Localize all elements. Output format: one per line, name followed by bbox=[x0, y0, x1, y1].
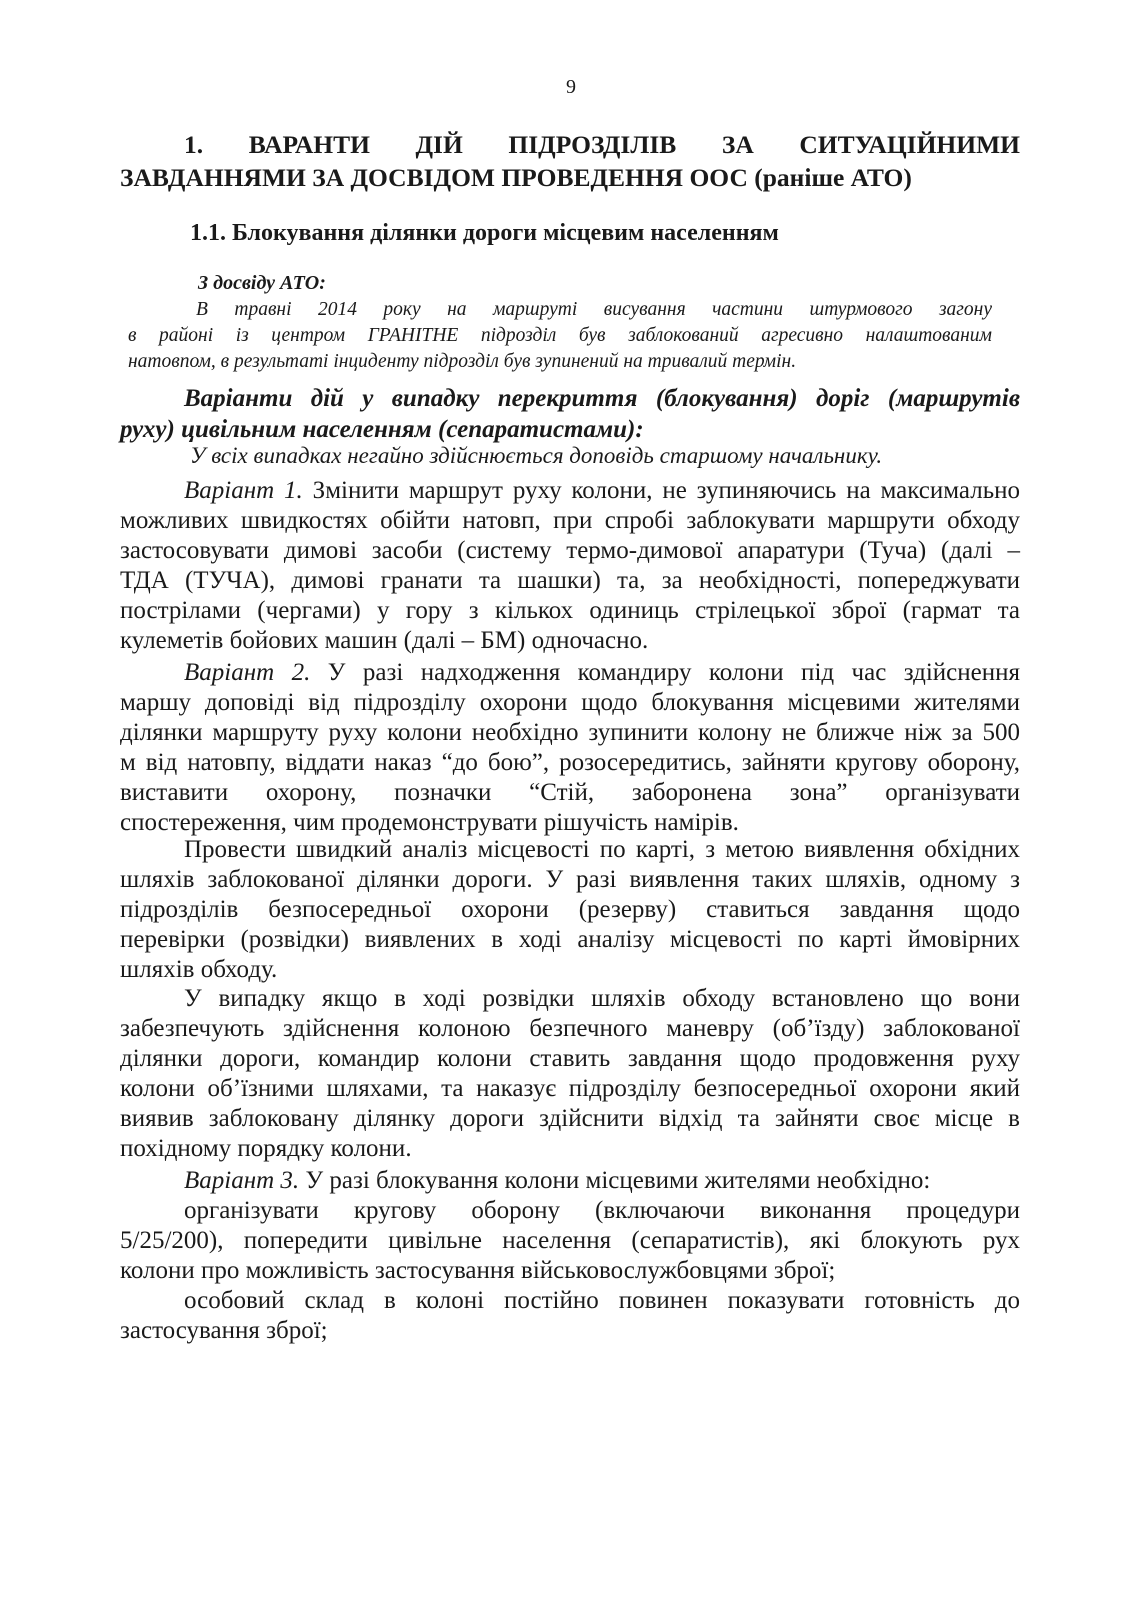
heading-line: ЗАВДАННЯМИ ЗА ДОСВІДОМ ПРОВЕДЕННЯ ООС (раніше АТО) bbox=[120, 163, 912, 192]
heading-line: 1. ВАРАНТИ ДІЙ ПІДРОЗДІЛІВ ЗА СИТУАЦІЙНИМИ bbox=[184, 130, 1020, 159]
experience-text bbox=[128, 297, 992, 375]
paragraph-line: застосовувати димові засоби (систему термо-димової апаратури (Туча) (далі – bbox=[120, 537, 1020, 564]
list-item-line: особовий склад в колоні постійно повинен показувати готовність до bbox=[184, 1287, 1020, 1314]
paragraph-line: Провести швидкий аналіз місцевості по карті, з метою виявлення обхідних bbox=[184, 836, 1020, 863]
paragraph-line: забезпечують здійснення колоною безпечного маневру (об’їзду) заблокованої bbox=[120, 1015, 1020, 1042]
paragraph-line: ТДА (ТУЧА), димові гранати та шашки) та, за необхідності, попереджувати bbox=[120, 567, 1020, 594]
page-number: 9 bbox=[566, 76, 576, 98]
report-note: У всіх випадках негайно здійснюється доповідь старшому начальнику. bbox=[190, 443, 883, 468]
paragraph-line: виставити охорону, позначки “Стій, заборонена зона” організувати bbox=[120, 779, 1020, 806]
variants-heading-line: Варіанти дій у випадку перекриття (блокування) доріг (маршрутів bbox=[184, 385, 1020, 412]
list-item-line: колони про можливість застосування військовослужбовцями зброї; bbox=[120, 1257, 836, 1284]
paragraph-line: спостереження, чим продемонструвати рішучість намірів. bbox=[120, 809, 739, 836]
paragraph-line: У разі надходження командиру колони під час здійснення bbox=[327, 659, 1020, 686]
experience-line: натовпом, в результаті інциденту підрозділ був зупинений на тривалий термін. bbox=[128, 351, 797, 372]
variant-1-label: Варіант 1. bbox=[184, 477, 303, 504]
paragraph-line: перевірки (розвідки) виявлених в ході аналізу місцевості по карті ймовірних bbox=[120, 926, 1020, 953]
variants-heading bbox=[120, 383, 1020, 445]
variants-heading-line: руху) цивільним населенням (сепаратистами): bbox=[120, 416, 644, 443]
experience-line: В травні 2014 року на маршруті висування частини штурмового загону bbox=[196, 299, 992, 320]
variant-3-paragraph bbox=[120, 1166, 1020, 1346]
list-item-line: застосування зброї; bbox=[120, 1317, 328, 1344]
paragraph-line: ділянки дороги, командир колони ставить завдання щодо продовження руху bbox=[120, 1045, 1020, 1072]
paragraph-line: кулеметів бойових машин (далі – БМ) одночасно. bbox=[120, 627, 649, 654]
paragraph-line: м від натовпу, віддати наказ “до бою”, розосередитись, зайняти кругову оборону, bbox=[120, 749, 1020, 776]
recon-paragraph bbox=[120, 984, 1020, 1164]
paragraph-line: шляхів обходу. bbox=[120, 956, 278, 983]
paragraph-line: можливих швидкостях обійти натовп, при спробі заблокувати маршрути обходу bbox=[120, 507, 1020, 534]
paragraph-line: підрозділів безпосередньої охорони (резерву) ставиться завдання щодо bbox=[120, 896, 1020, 923]
analysis-paragraph bbox=[120, 835, 1020, 985]
list-item-line: 5/25/200), попередити цивільне населення (сепаратистів), які блокують рух bbox=[120, 1227, 1020, 1254]
list-item-line: організувати кругову оборону (включаючи виконання процедури bbox=[184, 1197, 1020, 1224]
variant-3-label: Варіант 3. bbox=[184, 1167, 300, 1194]
section-heading bbox=[120, 128, 1020, 194]
variant-2-paragraph bbox=[120, 658, 1020, 838]
paragraph-line: ділянки маршруту руху колони необхідно зупинити колону не ближче ніж за 500 bbox=[120, 719, 1020, 746]
paragraph-line: У випадку якщо в ході розвідки шляхів обходу встановлено що вони bbox=[184, 985, 1020, 1012]
subsection-heading: 1.1. Блокування ділянки дороги місцевим населенням bbox=[190, 220, 779, 246]
variant-2-label: Варіант 2. bbox=[184, 659, 311, 686]
paragraph-line: маршу доповіді від підрозділу охорони щодо блокування місцевими жителями bbox=[120, 689, 1020, 716]
paragraph-line: виявив заблоковану ділянку дороги здійснити відхід та зайняти своє місце в bbox=[120, 1105, 1020, 1132]
experience-title: З досвіду АТО: bbox=[198, 272, 326, 294]
paragraph-line: У разі блокування колони місцевими жителями необхідно: bbox=[305, 1167, 931, 1194]
paragraph-line: Змінити маршрут руху колони, не зупиняючись на максимально bbox=[312, 477, 1020, 504]
paragraph-line: колони об’їзними шляхами, та наказує підрозділу безпосередньої охорони який bbox=[120, 1075, 1020, 1102]
experience-line: в районі із центром ГРАНІТНЕ підрозділ був заблокований агресивно налаштованим bbox=[128, 325, 992, 346]
variant-1-paragraph bbox=[120, 476, 1020, 656]
paragraph-line: шляхів заблокованої ділянки дороги. У разі виявлення таких шляхів, одному з bbox=[120, 866, 1020, 893]
paragraph-line: пострілами (чергами) у гору з кількох одиниць стрілецької зброї (гармат та bbox=[120, 597, 1020, 624]
paragraph-line: похідному порядку колони. bbox=[120, 1135, 412, 1162]
